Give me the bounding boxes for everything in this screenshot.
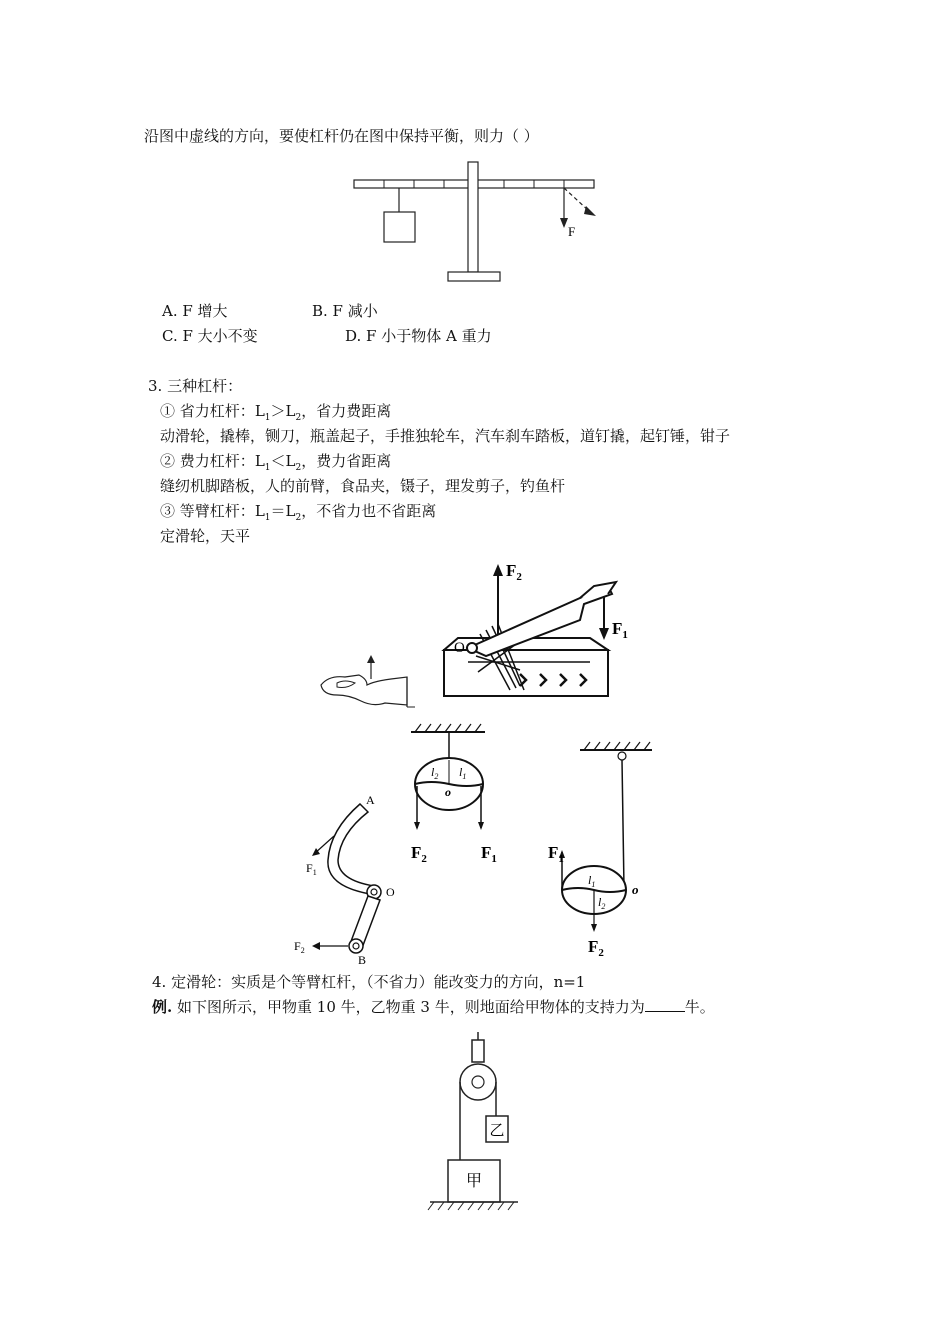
option-b: B. F 减小 <box>312 302 378 320</box>
o-label: o <box>632 882 639 897</box>
section-4-title: 4. 定滑轮：实质是个等臂杠杆，（不省力）能改变力的方向，n=1 <box>152 973 586 991</box>
option-d: D. F 小于物体 A 重力 <box>345 327 492 345</box>
example-tail: 牛。 <box>684 998 715 1016</box>
marker: ① <box>160 402 176 420</box>
f1-label: $F_1$ <box>481 843 497 865</box>
l2-label: $l_2$ <box>431 765 439 781</box>
f2-label: $F_2$ <box>588 937 604 959</box>
marker: ③ <box>160 502 176 520</box>
pedal-lever-figure <box>290 790 410 970</box>
l-symbol: L <box>254 402 265 420</box>
type-name: 等臂杠杆： <box>179 502 255 520</box>
l-symbol: L <box>285 402 296 420</box>
type-tail: ，不省力也不省距离 <box>301 502 437 520</box>
l1-label: $l_1$ <box>588 873 596 889</box>
type-tail: ，省力费距离 <box>301 402 392 420</box>
example-label: 例. <box>152 998 173 1016</box>
lever-type-2-examples: 缝纫机脚踏板，人的前臂，食品夹，镊子，理发剪子，钓鱼杆 <box>160 477 566 495</box>
f2-label: $F_2$ <box>411 843 427 865</box>
type-name: 费力杠杆： <box>179 452 255 470</box>
section-3-title: 3. 三种杠杆： <box>148 377 243 395</box>
marker: ② <box>160 452 176 470</box>
forearm-sketch-figure <box>315 655 415 715</box>
lever-balance-figure <box>350 158 600 288</box>
paper-cutter-figure <box>440 560 640 700</box>
option-c: C. F 大小不变 <box>162 327 258 345</box>
fixed-pulley-lever-figure <box>405 722 515 865</box>
movable-pulley-lever-figure <box>540 740 670 960</box>
type-tail: ，费力省距离 <box>301 452 392 470</box>
force-label: F <box>568 224 576 239</box>
lever-type-3-examples: 定滑轮，天平 <box>160 527 251 545</box>
answer-blank <box>645 997 685 1012</box>
pivot-label: O <box>454 640 465 656</box>
operator: ＞ <box>270 402 286 420</box>
lever-type-1-examples: 动滑轮，撬棒，铡刀，瓶盖起子，手推独轮车，汽车刹车踏板，道钉撬，起钉锤，钳子 <box>160 427 731 445</box>
l-symbol: L <box>285 502 296 520</box>
l-symbol: L <box>254 502 265 520</box>
question-intro: 沿图中虚线的方向，要使杠杆仍在图中保持平衡，则力（ ） <box>144 127 539 145</box>
operator: ＝ <box>270 502 286 520</box>
example-text: 如下图所示，甲物重 10 牛，乙物重 3 牛，则地面给甲物体的支持力为 <box>172 998 645 1016</box>
b-label: B <box>358 953 367 967</box>
l-symbol: L <box>285 452 296 470</box>
f1-label: $F_1$ <box>612 619 628 641</box>
lever-type-3 <box>160 501 436 528</box>
f1-label: $F_1$ <box>548 843 564 865</box>
block-yi-label: 乙 <box>489 1123 505 1139</box>
f2-label: $F_2$ <box>506 561 522 583</box>
lever-type-1 <box>160 401 391 428</box>
type-name: 省力杠杆： <box>179 402 255 420</box>
f2-label: $F_2$ <box>294 939 305 955</box>
a-label: A <box>366 793 375 807</box>
subscript: 1 <box>264 463 271 473</box>
subscript: 2 <box>295 463 302 473</box>
fixed-pulley-example-figure <box>422 1030 532 1220</box>
l-symbol: L <box>254 452 265 470</box>
example-line <box>152 997 715 1017</box>
option-a: A. F 增大 <box>162 302 228 320</box>
l1-label: $l_1$ <box>459 765 467 781</box>
subscript: 1 <box>264 413 271 423</box>
operator: ＜ <box>270 452 286 470</box>
o-label: O <box>386 885 395 899</box>
subscript: 2 <box>295 413 302 423</box>
l2-label: $l_2$ <box>598 895 606 911</box>
subscript: 2 <box>295 513 302 523</box>
block-jia-label: 甲 <box>465 1173 483 1190</box>
f1-label: $F_1$ <box>306 861 317 877</box>
o-label: o <box>445 785 451 799</box>
subscript: 1 <box>264 513 271 523</box>
lever-type-2 <box>160 451 391 478</box>
